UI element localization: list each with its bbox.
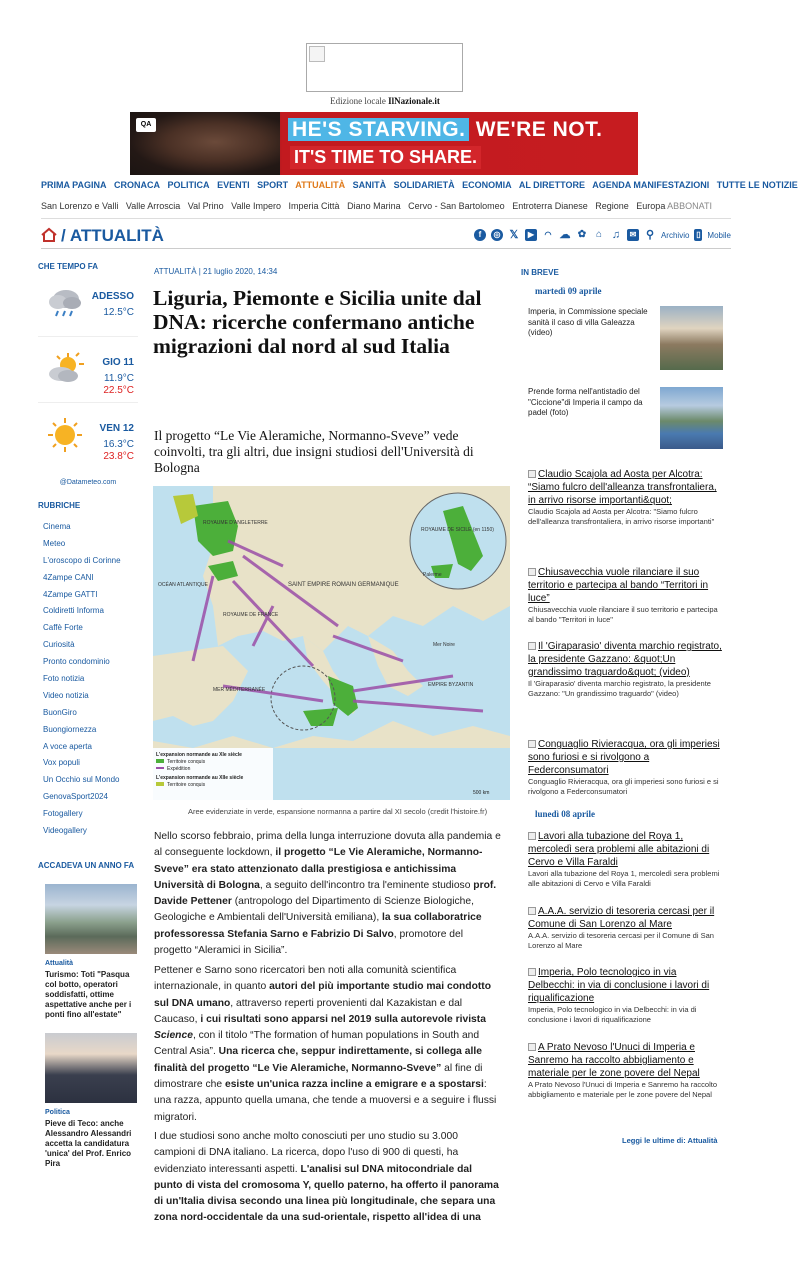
article-paragraph: Pettener e Sarno sono ricercatori ben noti alla comunità scientifica internazionale, in quanto autori del più importante studio mai condotto sul DNA umano, attraverso reperti provenienti dal Kazakistan e dal Caucaso, i cui risultati sono apparsi nel 2019 sulla autorevole rivista Science, con il titolo “The formation of human populations in South and Central Asia”. Una ricerca che, seppur indirettamente, si collega alle finalità del progetto “Le Vie Aleramiche, Normanno-Sveve” al fine di dimostrare che esiste un'unica razza incline a emigrare e a spostarsi: una razza, appunto quella umana, che tende a muoversi e a seguire i flussi migratori.	[154, 965, 497, 1123]
divider	[41, 218, 731, 219]
search-icon[interactable]: ⚲	[645, 229, 654, 241]
x-icon[interactable]: 𝕏	[509, 229, 519, 241]
news-thumbnail[interactable]	[660, 306, 723, 370]
news-link[interactable]: Imperia, in Commissione speciale sanità il caso di villa Galeazza (video)	[528, 307, 648, 337]
news-link[interactable]: Prende forma nell'antistadio del "Ciccione"di Imperia il campo da padel (foto)	[528, 387, 643, 417]
news-summary: Claudio Scajola ad Aosta per Alcotra: "Siamo fulcro dell'alleanza transfrontaliera, in arrivo risorse importanti"	[528, 507, 715, 526]
submenu-item[interactable]: Diano Marina	[347, 201, 401, 211]
map-label: ROYAUME D'ANGLETERRE	[203, 520, 268, 526]
weather-day: VEN 12	[99, 423, 134, 434]
article-paragraph: Nello scorso febbraio, prima della lunga interruzione dovuta alla pandemia e al conseguente lockdown, il progetto “Le Vie Aleramiche, Normanno-Sveve” era stato attenzionato dalla prestigiosa e antichissima Università di Bologna, a seguito dell'incontro tra l'eminente studioso prof. Davide Pettener (antropologo del Dipartimento di Scienze Biologiche, Geologiche e Ambientali dell'Università emiliana), la sua collaboratrice professoressa Stefania Sarno e Fabrizio Di Salvo, promotore del progetto “Aleramici in Sicilia”.	[154, 831, 501, 957]
map-scale: 500 km	[473, 790, 490, 796]
map-label: MER MÉDITERRANÉE	[213, 687, 266, 693]
weather-row	[38, 403, 138, 469]
menu-item-politica[interactable]: POLITICA	[167, 180, 210, 190]
menu-item-al-direttore[interactable]: AL DIRETTORE	[518, 180, 586, 190]
rubrica-link[interactable]: Vox populi	[43, 758, 80, 768]
rubrica-link[interactable]: Buongiornezza	[43, 724, 97, 734]
broken-image-icon	[528, 568, 536, 576]
weather-temp-max: 22.5°C	[103, 385, 134, 396]
news-title-link[interactable]: Conguaglio Rivieracqua, ora gli imperiesi sono furiosi e si rivolgono a Federconsumatori	[528, 739, 720, 776]
article-paragraph: I due studiosi sono anche molto conosciuti per uno studio su 3.000 campioni di DNA italiano. La ricerca, dopo l'uso di 900 di questi, ha evidenziato interessanti aspetti. L'analisi sul DNA mitocondriale dal punto di vista del cromosoma Y, quello paterno, ha offerto il panorama di un'Italia divisa secondo una linea più longitudinale, che separa una zona nord-occidentale da una sud-orientale, rispetto all'idea di una	[154, 1131, 499, 1224]
submenu-item[interactable]: Imperia Città	[288, 201, 340, 211]
map-label: ROYAUME DE SICILE (en 1150)	[421, 527, 494, 533]
weather-title: CHE TEMPO FA	[38, 262, 99, 271]
news-item	[528, 640, 724, 699]
news-summary: Lavori alla tubazione del Roya 1, mercoledì sera problemi alle abitazioni di Cervo e Villa Faraldi	[528, 869, 720, 888]
mail-icon[interactable]: ✉	[627, 229, 639, 241]
rubrica-link[interactable]: Caffè Forte	[43, 623, 83, 633]
accadeva-title-link[interactable]: Pieve di Teco: anche Alessandro Alessandri accetta la candidatura 'unica' del Prof. Enrico Pira	[45, 1119, 132, 1168]
social-toolbar	[474, 229, 731, 241]
date-heading: martedì 09 aprile	[535, 286, 602, 296]
news-title-link[interactable]: A Prato Nevoso l'Unuci di Imperia e Sanremo ha raccolto abbigliamento e materiale per le zone povere del Nepal	[528, 1042, 700, 1079]
map-label: SAINT EMPIRE ROMAIN GERMANIQUE	[288, 582, 399, 588]
abbonati-link[interactable]: ABBONATI	[667, 201, 712, 211]
menu-item-sport[interactable]: SPORT	[257, 180, 289, 190]
rubrica-link[interactable]: BuonGiro	[43, 707, 77, 717]
map-label: EMPIRE BYZANTIN	[428, 682, 474, 688]
rubrica-link[interactable]: Fotogallery	[43, 809, 83, 819]
article-map-image	[153, 486, 510, 800]
weather-day: ADESSO	[91, 291, 134, 302]
submenu-item[interactable]: Val Prino	[187, 201, 224, 211]
accadeva-category[interactable]: Politica	[45, 1109, 70, 1116]
news-item	[528, 1041, 724, 1100]
ad-banner[interactable]	[130, 112, 638, 175]
map-illustration	[153, 486, 510, 800]
news-summary: Imperia, Polo tecnologico in via Delbecchi: in via di conclusione i lavori di riqualificazione	[528, 1005, 697, 1024]
rubrica-link[interactable]: 4Zampe GATTI	[43, 589, 98, 599]
date-heading: lunedì 08 aprile	[535, 809, 596, 819]
news-summary: Il 'Giraparasio' diventa marchio registrato, la presidente Gazzano: "Un grandissimo traguardo" (video)	[528, 679, 711, 698]
weather-temp-min: 11.9°C	[104, 373, 134, 384]
menu-item-attualita[interactable]: ATTUALITÀ	[295, 180, 346, 190]
broken-image-icon	[528, 642, 536, 650]
menu-item-solidarieta[interactable]: SOLIDARIETÀ	[393, 180, 455, 190]
section-bar	[41, 226, 731, 248]
news-title-link[interactable]: A.A.A. servizio di tesoreria cercasi per il Comune di San Lorenzo al Mare	[528, 906, 715, 930]
article-headline: Liguria, Piemonte e Sicilia unite dal DNA: ricerche confermano antiche migrazioni dal nord al sud Italia	[153, 286, 482, 358]
leggi-ultime-link[interactable]: Leggi le ultime di: Attualità	[622, 1136, 718, 1145]
news-item	[528, 566, 724, 625]
accadeva-photo[interactable]	[45, 1033, 137, 1103]
accadeva-title: ACCADEVA UN ANNO FA	[38, 861, 135, 870]
broken-image-icon	[528, 832, 536, 840]
weather-row	[38, 337, 138, 403]
legend-item: Expédition	[167, 766, 191, 772]
accadeva-category[interactable]: Attualità	[45, 960, 73, 967]
paw-icon[interactable]: ✿	[577, 229, 587, 240]
legend-title: L'expansion normande au XIe siècle	[156, 752, 242, 758]
rubrica-link[interactable]: GenovaSport2024	[43, 792, 108, 802]
rubrica-link[interactable]: Pronto condominio	[43, 657, 110, 667]
home-small-icon[interactable]: ⌂	[593, 229, 605, 241]
rubrica-link[interactable]: A voce aperta	[43, 741, 92, 751]
weather-icon[interactable]: ☁	[559, 229, 571, 241]
menu-item-sanita[interactable]: SANITÀ	[352, 180, 387, 190]
news-item	[528, 830, 724, 889]
accadeva-title-link[interactable]: Turismo: Toti "Pasqua col botto, operatori soddisfatti, ottime aspettative anche per i ponti fino all'estate"	[45, 970, 132, 1019]
ad-tagline: IT'S TIME TO SHARE.	[290, 146, 481, 169]
article-subheadline: Il progetto “Le Vie Aleramiche, Normanno-Sveve” vede coinvolti, tra gli altri, due insigni studiosi dell'Università di Bologna	[154, 428, 474, 475]
news-summary: Chiusavecchia vuole rilanciare il suo territorio e partecipa al bando "Territori in luce"	[528, 605, 718, 624]
ad-headline: HE'S STARVING. WE'RE NOT.	[288, 118, 602, 142]
news-item	[528, 738, 724, 797]
news-item	[528, 468, 724, 527]
music-icon[interactable]: ♫	[611, 229, 621, 241]
rain-cloud-icon	[46, 285, 84, 321]
sun-cloud-icon	[46, 351, 84, 387]
news-title-link[interactable]: Lavori alla tubazione del Roya 1, mercoledì sera problemi alle abitazioni di Cervo e Villa Faraldi	[528, 831, 710, 868]
news-summary: A.A.A. servizio di tesoreria cercasi per il Comune di San Lorenzo al Mare	[528, 931, 714, 950]
instagram-icon[interactable]: ◎	[491, 229, 503, 241]
home-icon[interactable]	[41, 228, 57, 242]
legend-item: Territoire conquis	[167, 782, 206, 788]
ad-logo: QA	[136, 118, 156, 132]
weather-temp-min: 16.3°C	[103, 439, 134, 450]
sub-menu	[41, 201, 731, 211]
broken-image-icon	[528, 1043, 536, 1051]
submenu-item[interactable]: San Lorenzo e Valli	[41, 201, 119, 211]
rubrica-link[interactable]: Cinema	[43, 522, 71, 531]
newspaper-logo-image[interactable]	[306, 43, 463, 92]
submenu-item[interactable]: Cervo - San Bartolomeo	[408, 201, 505, 211]
submenu-item[interactable]: Valle Impero	[231, 201, 282, 211]
rubrica-link[interactable]: Meteo	[43, 538, 66, 548]
map-label: Mer Noire	[433, 642, 455, 648]
mobile-icon[interactable]: ▯	[696, 230, 701, 239]
submenu-item[interactable]: Entroterra Dianese	[512, 201, 588, 211]
edition-label: Edizione locale IlNazionale.it	[330, 96, 440, 106]
mobile-link[interactable]: Mobile	[707, 230, 731, 240]
map-label: ROYAUME DE FRANCE	[223, 612, 279, 618]
rubrica-link[interactable]: Coldiretti Informa	[43, 606, 104, 616]
news-item	[528, 905, 724, 951]
menu-item-prima-pagina[interactable]: PRIMA PAGINA	[41, 180, 107, 190]
menu-item-cronaca[interactable]: CRONACA	[114, 180, 161, 190]
in-breve-title: IN BREVE	[521, 268, 559, 277]
weather-day: GIO 11	[102, 357, 134, 368]
rubrica-link[interactable]: Curiosità	[43, 640, 75, 650]
legend-title: L'expansion normande au XIIe siècle	[156, 775, 244, 781]
divider	[41, 248, 731, 249]
broken-image-icon	[528, 907, 536, 915]
submenu-item[interactable]: Europa	[636, 201, 666, 211]
menu-item-economia[interactable]: ECONOMIA	[462, 180, 512, 190]
news-title-link[interactable]: Imperia, Polo tecnologico in via Delbecchi: in via di conclusione i lavori di riqualificazione	[528, 967, 710, 1004]
menu-item-agenda[interactable]: AGENDA MANIFESTAZIONI	[592, 180, 710, 190]
datameteo-link[interactable]: @Datameteo.com	[59, 479, 117, 486]
broken-image-icon	[309, 46, 325, 62]
rubrica-link[interactable]: Un Occhio sul Mondo	[43, 775, 120, 785]
map-label: Palerme	[423, 572, 442, 578]
facebook-icon[interactable]: f	[474, 229, 486, 241]
news-summary: Conguaglio Rivieracqua, ora gli imperiesi sono furiosi e si rivolgono a Federconsumatori	[528, 777, 719, 796]
news-title-link[interactable]: Il 'Giraparasio' diventa marchio registrato, la presidente Gazzano: &quot;Un grandissimo traguardo&quot; (video)	[528, 641, 722, 678]
image-caption: Aree evidenziate in verde, espansione normanna a partire dal XI secolo (credit l'histoire.fr)	[188, 807, 488, 816]
weather-widget	[38, 262, 138, 486]
sun-icon	[46, 417, 84, 453]
rss-icon[interactable]: ◠	[542, 229, 554, 241]
youtube-icon[interactable]: ▶	[525, 229, 537, 241]
broken-image-icon	[528, 470, 536, 478]
broken-image-icon	[528, 740, 536, 748]
weather-row	[38, 271, 138, 337]
menu-item-tutte-notizie[interactable]: TUTTE LE NOTIZIE	[716, 180, 798, 190]
news-item	[528, 966, 724, 1025]
map-label: OCÉAN ATLANTIQUE	[158, 582, 208, 588]
accadeva-photo[interactable]	[45, 884, 137, 954]
menu-item-eventi[interactable]: EVENTI	[217, 180, 250, 190]
rubrica-link[interactable]: Video notizia	[43, 690, 89, 700]
news-title-link[interactable]: Chiusavecchia vuole rilanciare il suo territorio e partecipa al bando “Territori in luce”	[528, 567, 709, 604]
weather-temp-max: 23.8°C	[103, 451, 134, 462]
legend-item: Territoire conquis	[167, 759, 206, 765]
broken-image-icon	[528, 968, 536, 976]
article-meta: ATTUALITÀ | 21 luglio 2020, 14:34	[154, 267, 278, 276]
section-title: / ATTUALITÀ	[61, 226, 164, 245]
rubrica-link[interactable]: Videogallery	[43, 826, 87, 836]
news-title-link[interactable]: Claudio Scajola ad Aosta per Alcotra: “Siamo fulcro dell'alleanza transfrontaliera, in arrivo risorse importanti&quot;	[528, 469, 717, 506]
submenu-item[interactable]: Regione	[595, 201, 629, 211]
rubrica-link[interactable]: 4Zampe CANI	[43, 572, 94, 582]
submenu-item[interactable]: Valle Arroscia	[125, 201, 181, 211]
main-menu	[41, 180, 798, 190]
rubrica-link[interactable]: Foto notizia	[43, 674, 85, 684]
rubriche-title: RUBRICHE	[38, 501, 81, 510]
rubrica-link[interactable]: L'oroscopo di Corinne	[43, 555, 121, 565]
news-thumbnail[interactable]	[660, 387, 723, 449]
weather-temp: 12.5°C	[103, 307, 134, 318]
rubriche-list	[43, 519, 143, 840]
archivio-link[interactable]: Archivio	[660, 230, 690, 240]
news-summary: A Prato Nevoso l'Unuci di Imperia e Sanremo ha raccolto abbigliamento e materiale per le zone povere del Nepal	[528, 1080, 718, 1099]
